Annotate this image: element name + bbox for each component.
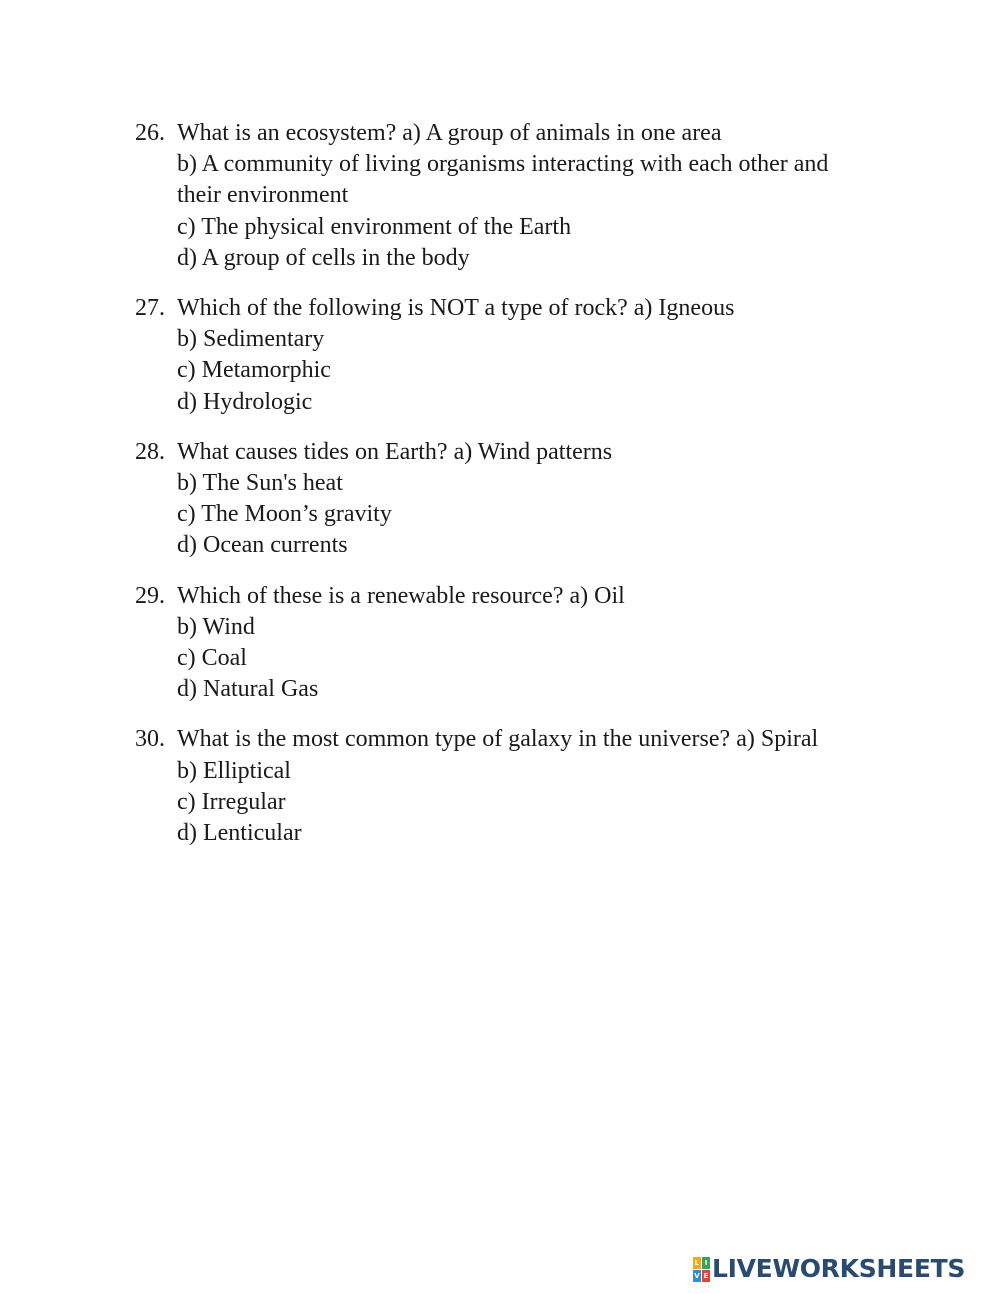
answer-option: c) The physical environment of the Earth bbox=[177, 213, 572, 240]
question-stem: What is an ecosystem? a) A group of animals in one area bbox=[177, 120, 722, 146]
answer-option: c) Irregular bbox=[177, 788, 286, 815]
question-stem-line bbox=[135, 724, 935, 755]
question-list bbox=[135, 118, 935, 868]
question-item bbox=[135, 437, 935, 562]
logo-mark-tile: L bbox=[694, 1258, 700, 1267]
question-number: 29. bbox=[135, 582, 165, 609]
logo-text: LIVEWORKSHEETS bbox=[712, 1254, 966, 1283]
answer-option: d) Lenticular bbox=[177, 820, 302, 847]
answer-option: d) Ocean currents bbox=[177, 532, 348, 559]
question-item bbox=[135, 581, 935, 706]
answer-option: c) Coal bbox=[177, 645, 247, 672]
answer-option: b) Wind bbox=[177, 613, 255, 640]
answer-option: b) The Sun's heat bbox=[177, 470, 343, 497]
answer-option: c) The Moon’s gravity bbox=[177, 501, 392, 528]
question-number: 27. bbox=[135, 295, 165, 322]
answer-option: b) Elliptical bbox=[177, 757, 291, 784]
answer-option: b) A community of living organisms interacting with each other and their environment bbox=[177, 151, 829, 209]
liveworksheets-logo-mark-icon bbox=[693, 1257, 710, 1282]
question-item bbox=[135, 118, 935, 274]
logo-mark-tile: I bbox=[702, 1257, 710, 1269]
question-stem: Which of these is a renewable resource? a) Oil bbox=[177, 582, 625, 609]
question-number: 28. bbox=[135, 438, 165, 465]
answer-option: b) Sedimentary bbox=[177, 326, 325, 353]
answer-option: d) Natural Gas bbox=[177, 676, 319, 703]
answer-option: d) A group of cells in the body bbox=[177, 244, 470, 271]
question-stem: What is the most common type of galaxy in the universe? a) Spiral bbox=[177, 726, 819, 753]
question-stem-line bbox=[135, 581, 935, 612]
logo-mark-tile: E bbox=[703, 1271, 709, 1280]
question-number: 30. bbox=[135, 726, 165, 753]
question-stem: Which of the following is NOT a type of rock? a) Igneous bbox=[177, 295, 735, 322]
question-item bbox=[135, 293, 935, 418]
question-number: 26. bbox=[135, 120, 165, 146]
question-stem-line bbox=[135, 437, 935, 468]
question-item bbox=[135, 724, 935, 849]
answer-option: c) Metamorphic bbox=[177, 357, 331, 384]
question-stem: What causes tides on Earth? a) Wind patterns bbox=[177, 438, 613, 465]
answer-option: d) Hydrologic bbox=[177, 388, 313, 415]
liveworksheets-logo bbox=[693, 1256, 965, 1282]
question-stem-line bbox=[135, 118, 935, 149]
logo-mark-tile: V bbox=[694, 1271, 700, 1280]
question-stem-line bbox=[135, 293, 935, 324]
